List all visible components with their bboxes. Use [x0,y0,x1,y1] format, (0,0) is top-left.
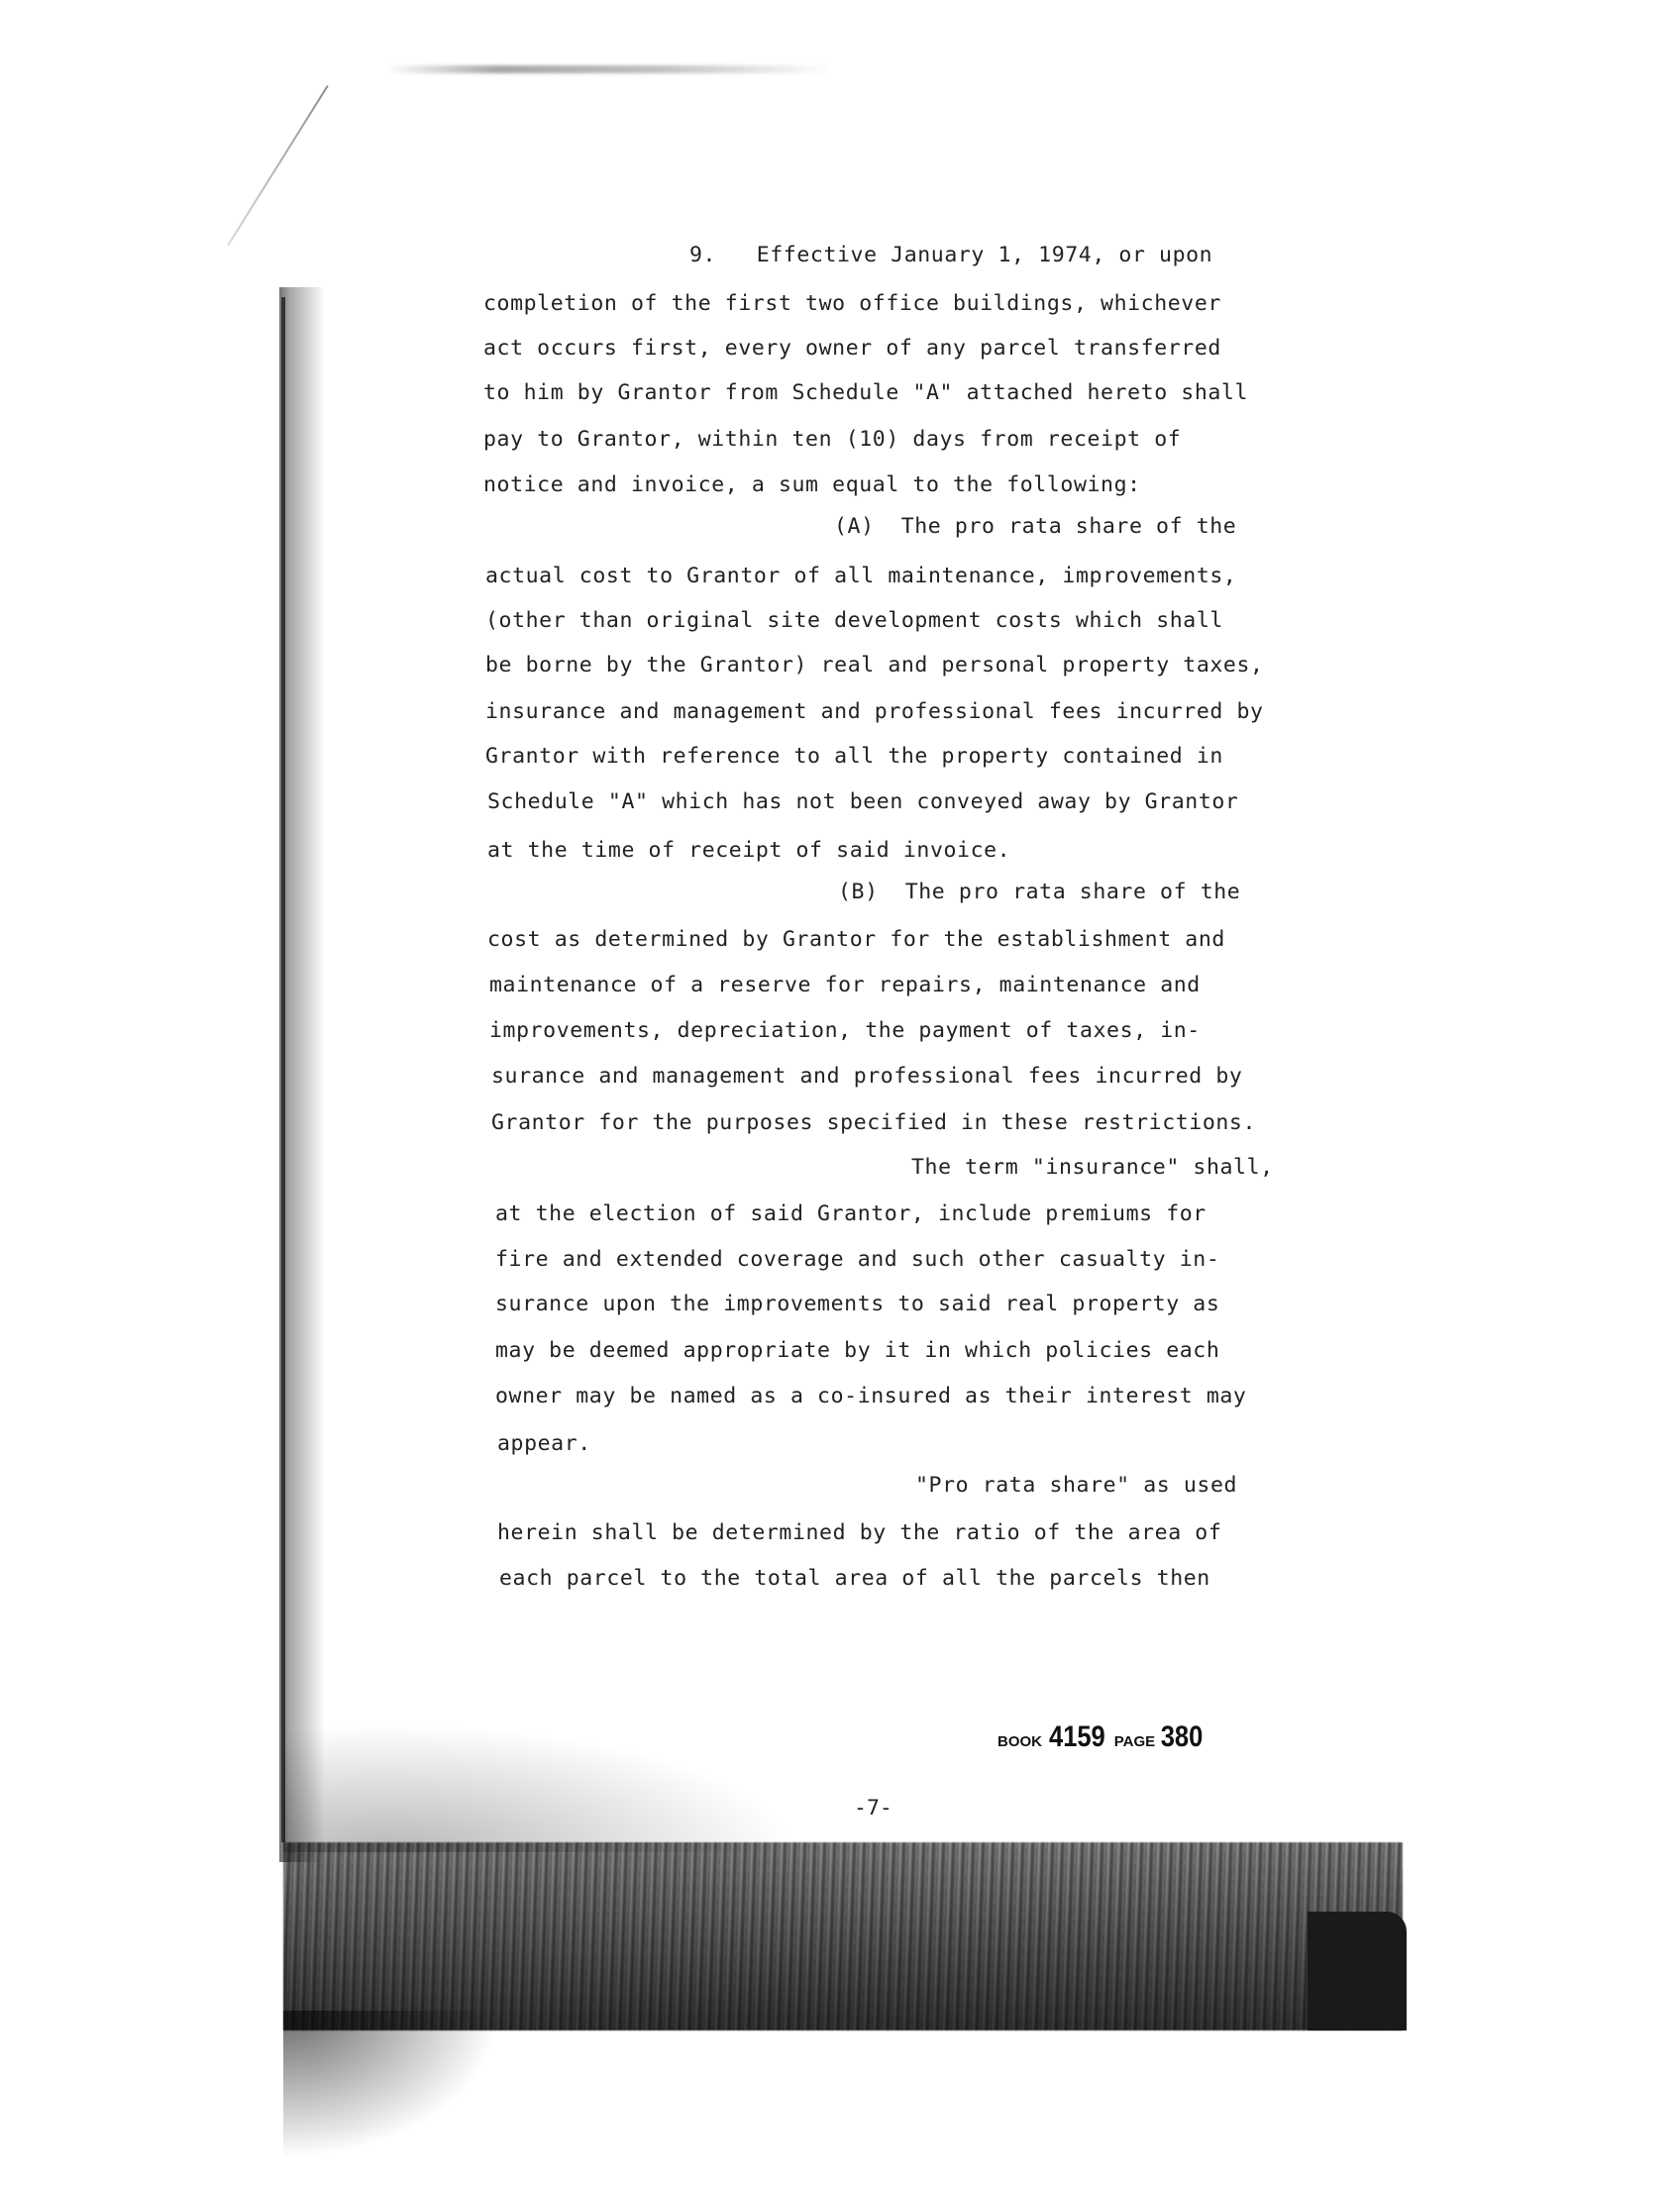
scan-bottom-right-shadow [1308,1912,1407,2031]
page-label: PAGE [1113,1733,1156,1750]
text-line: act occurs first, every owner of any parcel transferred [483,336,1221,361]
text-line: improvements, depreciation, the payment of taxes, in- [489,1018,1201,1043]
text-line: actual cost to Grantor of all maintenance, improvements, [485,564,1237,588]
text-line: (B) The pro rata share of the [838,880,1241,904]
text-line: notice and invoice, a sum equal to the following: [483,472,1141,497]
text-line: surance upon the improvements to said real property as [495,1292,1220,1316]
text-line: herein shall be determined by the ratio of the area of [497,1520,1222,1545]
text-line: (A) The pro rata share of the [834,514,1237,539]
text-line: 9. Effective January 1, 1974, or upon [689,243,1213,267]
book-label: BOOK [998,1733,1042,1750]
text-line: may be deemed appropriate by it in which policies each [495,1338,1220,1363]
text-line: at the election of said Grantor, include premiums for [495,1201,1207,1226]
text-line: fire and extended coverage and such other casualty in- [495,1247,1220,1272]
text-line: to him by Grantor from Schedule "A" attached hereto shall [483,380,1249,405]
scan-bottom-speckle [283,1723,798,1852]
scan-bottom-curl [283,2011,501,2159]
text-line: Grantor for the purposes specified in these restrictions. [491,1110,1257,1135]
text-line: owner may be named as a co-insured as their interest may [495,1384,1247,1408]
text-line: pay to Grantor, within ten (10) days from receipt of [483,427,1182,452]
scan-crease-line [227,85,328,246]
text-line: each parcel to the total area of all the parcels then [499,1566,1210,1591]
text-line: at the time of receipt of said invoice. [487,838,1011,863]
text-line: surance and management and professional fees incurred by [491,1064,1243,1089]
text-line: The term "insurance" shall, [911,1155,1274,1180]
text-line: Grantor with reference to all the property contained in [485,744,1223,769]
text-line: insurance and management and professional fees incurred by [485,699,1264,724]
page-number: -7- [854,1796,892,1821]
scan-smudge-top [386,65,832,73]
text-line: cost as determined by Grantor for the establishment and [487,927,1225,952]
text-line: completion of the first two office buildings, whichever [483,291,1221,316]
scan-left-shadow [279,287,325,1862]
text-line: "Pro rata share" as used [915,1473,1238,1498]
text-line: Schedule "A" which has not been conveyed away by Grantor [487,789,1239,814]
scan-bottom-band [283,1842,1403,2031]
text-line: appear. [497,1431,591,1456]
text-line: (other than original site development costs which shall [485,608,1223,633]
text-line: maintenance of a reserve for repairs, maintenance and [489,973,1201,997]
book-page-reference [998,1720,1210,1760]
text-line: be borne by the Grantor) real and personal property taxes, [485,653,1264,677]
book-number: 4159 [1049,1720,1105,1753]
scan-left-edge [281,297,285,1842]
page-ref-number: 380 [1160,1720,1204,1753]
